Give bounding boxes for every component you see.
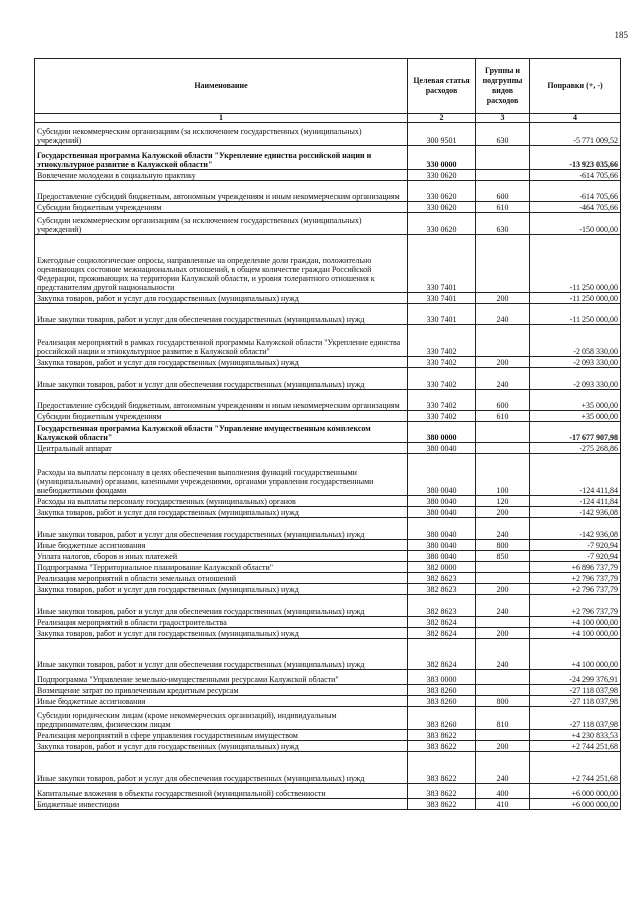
row-group: 400	[476, 784, 530, 799]
table-row	[35, 454, 621, 496]
row-group	[476, 562, 530, 573]
row-amount: +4 100 000,00	[530, 617, 621, 628]
row-name: Иные закупки товаров, работ и услуг для обеспечения государственных (муниципальных) нужд	[35, 368, 408, 390]
row-name: Закупка товаров, работ и услуг для государственных (муниципальных) нужд	[35, 507, 408, 518]
row-group	[476, 443, 530, 454]
row-amount: +4 100 000,00	[530, 628, 621, 639]
column-index: 4	[530, 114, 621, 123]
row-name: Государственная программа Калужской области "Укрепление единства российской нации и этнокультурное развитие в Калужской области"	[35, 146, 408, 170]
row-code: 330 0620	[408, 170, 476, 181]
row-amount: +4 100 000,00	[530, 639, 621, 670]
row-name: Предоставление субсидий бюджетным, автономным учреждениям и иным некоммерческим организациям	[35, 181, 408, 202]
row-code: 383 8622	[408, 799, 476, 810]
row-name: Уплата налогов, сборов и иных платежей	[35, 551, 408, 562]
row-name: Иные закупки товаров, работ и услуг для обеспечения государственных (муниципальных) нужд	[35, 304, 408, 325]
row-amount: -11 250 000,00	[530, 235, 621, 293]
row-code: 330 7401	[408, 235, 476, 293]
row-name: Реализация мероприятий в сфере управления государственным имуществом	[35, 730, 408, 741]
row-amount: -24 299 376,91	[530, 670, 621, 685]
row-group: 630	[476, 213, 530, 235]
row-amount: +2 796 737,79	[530, 595, 621, 617]
row-group	[476, 685, 530, 696]
row-amount: -142 936,08	[530, 507, 621, 518]
row-group: 800	[476, 540, 530, 551]
row-amount: -614 705,66	[530, 170, 621, 181]
row-amount: -7 920,94	[530, 540, 621, 551]
row-amount: +2 796 737,79	[530, 573, 621, 584]
table-row	[35, 540, 621, 551]
row-code: 383 0000	[408, 670, 476, 685]
table-row	[35, 496, 621, 507]
row-group: 240	[476, 368, 530, 390]
table-row	[35, 213, 621, 235]
row-code: 383 8622	[408, 752, 476, 784]
row-amount: -11 250 000,00	[530, 293, 621, 304]
row-code: 330 7402	[408, 357, 476, 368]
row-code: 330 7402	[408, 411, 476, 422]
row-amount: +6 000 000,00	[530, 784, 621, 799]
table-header-row	[35, 59, 621, 114]
row-group	[476, 235, 530, 293]
row-amount: +4 230 833,53	[530, 730, 621, 741]
row-code: 300 9501	[408, 123, 476, 146]
row-group: 610	[476, 202, 530, 213]
row-code: 382 8623	[408, 573, 476, 584]
table-row	[35, 670, 621, 685]
row-group: 240	[476, 752, 530, 784]
table-row	[35, 390, 621, 411]
row-group: 630	[476, 123, 530, 146]
row-amount: -17 677 907,98	[530, 422, 621, 443]
row-group: 800	[476, 696, 530, 707]
row-code: 380 0040	[408, 518, 476, 540]
table-row	[35, 357, 621, 368]
row-amount: -464 705,66	[530, 202, 621, 213]
row-code: 382 8624	[408, 628, 476, 639]
row-name: Иные закупки товаров, работ и услуг для обеспечения государственных (муниципальных) нужд	[35, 595, 408, 617]
table-row	[35, 422, 621, 443]
row-amount: -142 936,08	[530, 518, 621, 540]
row-code: 330 7401	[408, 304, 476, 325]
column-index: 2	[408, 114, 476, 123]
row-group: 120	[476, 496, 530, 507]
row-code: 383 8260	[408, 707, 476, 730]
table-row	[35, 518, 621, 540]
row-name: Реализация мероприятий в рамках государственной программы Калужской области "Укрепление единства российской нации и этнокультурное развитие в Калужской области"	[35, 325, 408, 357]
table-row	[35, 304, 621, 325]
row-name: Возмещение затрат по привлеченным кредитным ресурсам	[35, 685, 408, 696]
row-group	[476, 146, 530, 170]
row-name: Субсидии юридическим лицам (кроме некоммерческих организаций), индивидуальным предпринимателям, физическим лицам	[35, 707, 408, 730]
row-name: Центральный аппарат	[35, 443, 408, 454]
row-code: 382 8624	[408, 639, 476, 670]
row-code: 383 8622	[408, 730, 476, 741]
row-name: Субсидии некоммерческим организациям (за исключением государственных (муниципальных) учреждений)	[35, 123, 408, 146]
row-name: Капитальные вложения в объекты государственной (муниципальной) собственности	[35, 784, 408, 799]
row-code: 380 0040	[408, 551, 476, 562]
row-group: 600	[476, 390, 530, 411]
row-code: 380 0040	[408, 507, 476, 518]
row-amount: -27 118 037,98	[530, 707, 621, 730]
row-group: 600	[476, 181, 530, 202]
row-amount: -2 093 330,00	[530, 357, 621, 368]
row-group	[476, 617, 530, 628]
row-group: 200	[476, 357, 530, 368]
row-code: 380 0040	[408, 454, 476, 496]
row-amount: -150 000,00	[530, 213, 621, 235]
row-group: 810	[476, 707, 530, 730]
row-amount: -275 268,86	[530, 443, 621, 454]
row-name: Иные бюджетные ассигнования	[35, 696, 408, 707]
row-group: 200	[476, 628, 530, 639]
row-group	[476, 325, 530, 357]
row-code: 330 0620	[408, 202, 476, 213]
header-group: Группы и подгруппы видов расходов	[476, 59, 530, 114]
row-name: Закупка товаров, работ и услуг для государственных (муниципальных) нужд	[35, 628, 408, 639]
row-name: Реализация мероприятий в области градостроительства	[35, 617, 408, 628]
row-group: 200	[476, 507, 530, 518]
table-body	[35, 123, 621, 810]
row-name: Расходы на выплаты персоналу государственных (муниципальных) органов	[35, 496, 408, 507]
row-group	[476, 573, 530, 584]
table-row	[35, 146, 621, 170]
row-name: Государственная программа Калужской области "Управление имущественным комплексом Калужской области"	[35, 422, 408, 443]
row-amount: +6 000 000,00	[530, 799, 621, 810]
row-code: 380 0000	[408, 422, 476, 443]
table-row	[35, 752, 621, 784]
row-code: 383 8260	[408, 696, 476, 707]
table-row	[35, 595, 621, 617]
row-amount: -7 920,94	[530, 551, 621, 562]
table-row	[35, 368, 621, 390]
table-row	[35, 617, 621, 628]
table-row	[35, 551, 621, 562]
row-code: 330 7401	[408, 293, 476, 304]
table-row	[35, 293, 621, 304]
row-name: Иные бюджетные ассигнования	[35, 540, 408, 551]
table-row	[35, 628, 621, 639]
table-row	[35, 799, 621, 810]
header-amount: Поправки (+, -)	[530, 59, 621, 114]
row-group	[476, 670, 530, 685]
row-name: Подпрограмма "Управление земельно-имущественными ресурсами Калужской области"	[35, 670, 408, 685]
table-row	[35, 170, 621, 181]
table-row	[35, 181, 621, 202]
row-group: 200	[476, 293, 530, 304]
table-row	[35, 784, 621, 799]
row-name: Ежегодные социологические опросы, направленные на определение доли граждан, положительно оценивающих состояние межнациональных отношений, в общем количестве граждан Российской Федерации, проживающих на территории Калужской области, и уровня толерантного отношения к представителям другой национальности	[35, 235, 408, 293]
row-name: Расходы на выплаты персоналу в целях обеспечения выполнения функций государственными (муниципальными) органами, казенными учреждениями, органами управления государственными внебюджетными фондами	[35, 454, 408, 496]
row-amount: +6 896 737,79	[530, 562, 621, 573]
row-amount: +2 744 251,68	[530, 741, 621, 752]
row-name: Закупка товаров, работ и услуг для государственных (муниципальных) нужд	[35, 293, 408, 304]
table-row	[35, 707, 621, 730]
table-row	[35, 507, 621, 518]
row-code: 330 7402	[408, 390, 476, 411]
row-group: 240	[476, 518, 530, 540]
row-amount: -124 411,84	[530, 496, 621, 507]
row-group: 200	[476, 584, 530, 595]
row-name: Субсидии бюджетным учреждениям	[35, 411, 408, 422]
budget-table	[34, 58, 621, 810]
row-code: 382 8624	[408, 617, 476, 628]
row-name: Иные закупки товаров, работ и услуг для обеспечения государственных (муниципальных) нужд	[35, 518, 408, 540]
row-amount: -124 411,84	[530, 454, 621, 496]
table-row	[35, 325, 621, 357]
row-amount: +35 000,00	[530, 411, 621, 422]
row-code: 383 8622	[408, 784, 476, 799]
row-amount: -11 250 000,00	[530, 304, 621, 325]
row-name: Бюджетные инвестиции	[35, 799, 408, 810]
row-code: 383 8260	[408, 685, 476, 696]
row-amount: -27 118 037,98	[530, 685, 621, 696]
header-name: Наименование	[35, 59, 408, 114]
row-amount: -5 771 009,52	[530, 123, 621, 146]
table-row	[35, 584, 621, 595]
row-code: 380 0040	[408, 496, 476, 507]
row-group	[476, 170, 530, 181]
row-group: 200	[476, 741, 530, 752]
row-name: Закупка товаров, работ и услуг для государственных (муниципальных) нужд	[35, 357, 408, 368]
row-code: 330 0000	[408, 146, 476, 170]
row-amount: -27 118 037,98	[530, 696, 621, 707]
row-amount: -614 705,66	[530, 181, 621, 202]
row-code: 330 0620	[408, 213, 476, 235]
row-code: 380 0040	[408, 540, 476, 551]
row-name: Предоставление субсидий бюджетным, автономным учреждениям и иным некоммерческим организациям	[35, 390, 408, 411]
row-amount: +2 744 251,68	[530, 752, 621, 784]
row-amount: +35 000,00	[530, 390, 621, 411]
row-code: 382 0000	[408, 562, 476, 573]
row-code: 382 8623	[408, 584, 476, 595]
row-group: 850	[476, 551, 530, 562]
row-group: 610	[476, 411, 530, 422]
row-code: 330 7402	[408, 325, 476, 357]
row-name: Иные закупки товаров, работ и услуг для обеспечения государственных (муниципальных) нужд	[35, 639, 408, 670]
header-code: Целевая статья расходов	[408, 59, 476, 114]
row-name: Реализация мероприятий в области земельных отношений	[35, 573, 408, 584]
row-code: 380 0040	[408, 443, 476, 454]
row-group: 240	[476, 595, 530, 617]
row-name: Субсидии некоммерческим организациям (за исключением государственных (муниципальных) учреждений)	[35, 213, 408, 235]
row-code: 383 8622	[408, 741, 476, 752]
row-name: Вовлечение молодежи в социальную практику	[35, 170, 408, 181]
row-name: Закупка товаров, работ и услуг для государственных (муниципальных) нужд	[35, 584, 408, 595]
row-amount: -2 093 330,00	[530, 368, 621, 390]
row-group: 410	[476, 799, 530, 810]
row-group	[476, 422, 530, 443]
table-row	[35, 730, 621, 741]
row-amount: +2 796 737,79	[530, 584, 621, 595]
table-row	[35, 202, 621, 213]
row-name: Закупка товаров, работ и услуг для государственных (муниципальных) нужд	[35, 741, 408, 752]
row-group	[476, 730, 530, 741]
table-row	[35, 123, 621, 146]
page-number: 185	[614, 30, 628, 40]
row-amount: -2 058 330,00	[530, 325, 621, 357]
table-row	[35, 696, 621, 707]
row-name: Иные закупки товаров, работ и услуг для обеспечения государственных (муниципальных) нужд	[35, 752, 408, 784]
table-row	[35, 685, 621, 696]
row-code: 382 8623	[408, 595, 476, 617]
column-index-row	[35, 114, 621, 123]
row-name: Подпрограмма "Территориальное планирование Калужской области"	[35, 562, 408, 573]
table-row	[35, 573, 621, 584]
table-row	[35, 235, 621, 293]
row-group: 100	[476, 454, 530, 496]
table-row	[35, 741, 621, 752]
row-code: 330 7402	[408, 368, 476, 390]
table-row	[35, 411, 621, 422]
row-code: 330 0620	[408, 181, 476, 202]
row-group: 240	[476, 639, 530, 670]
row-amount: -13 923 035,66	[530, 146, 621, 170]
row-group: 240	[476, 304, 530, 325]
table-row	[35, 562, 621, 573]
column-index: 3	[476, 114, 530, 123]
row-name: Субсидии бюджетным учреждениям	[35, 202, 408, 213]
table-row	[35, 443, 621, 454]
column-index: 1	[35, 114, 408, 123]
table-row	[35, 639, 621, 670]
